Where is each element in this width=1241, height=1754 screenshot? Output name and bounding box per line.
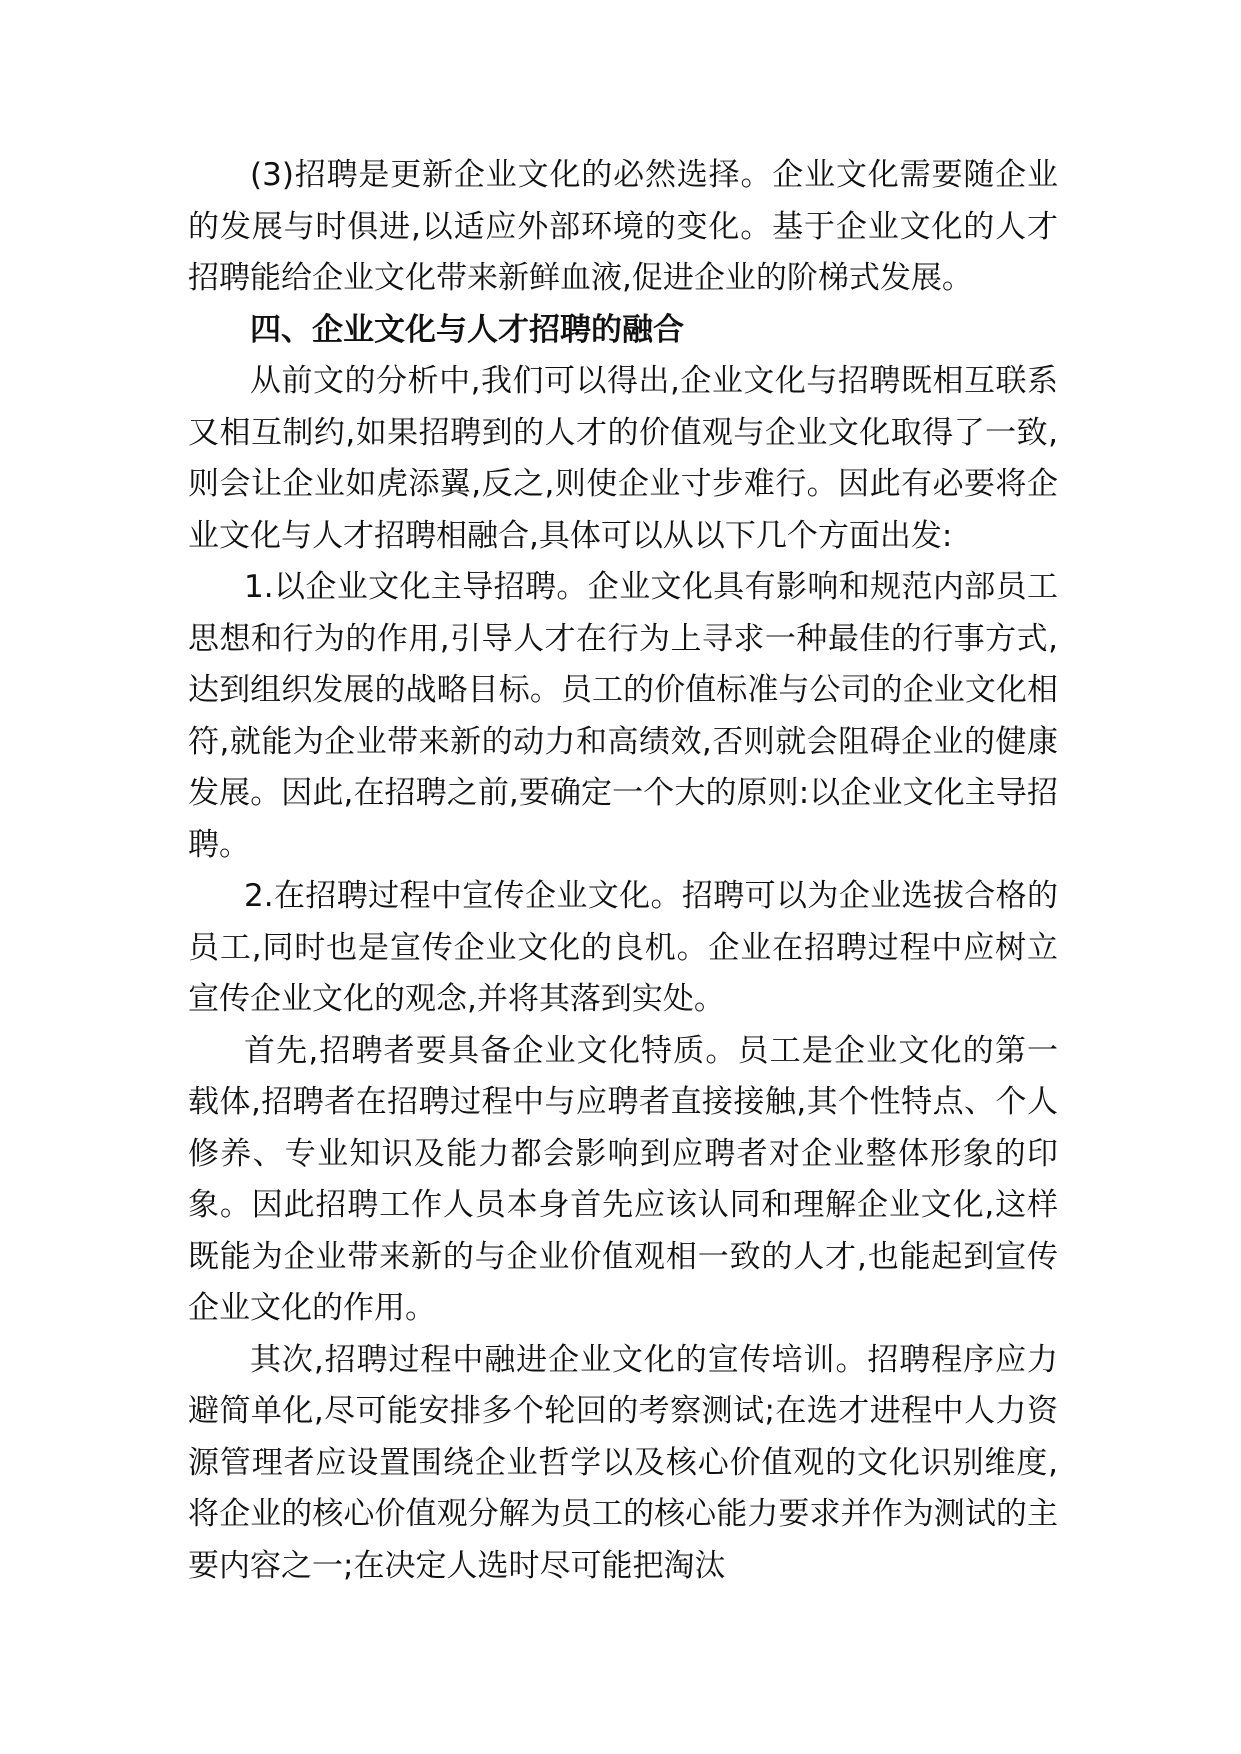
paragraph-first: 首先,招聘者要具备企业文化特质。员工是企业文化的第一载体,招聘者在招聘过程中与应聘者直接接触,其个性特点、个人修养、专业知识及能力都会影响到应聘者对企业整体形象的印象。因此招聘工作人员本身首先应该认同和理解企业文化,这样既能为企业带来新的与企业价值观相一致的人才,也能起到宣传企业文化的作用。 xyxy=(188,1032,1058,1326)
paragraph-point-1: 1.以企业文化主导招聘。企业文化具有影响和规范内部员工思想和行为的作用,引导人才在行为上寻求一种最佳的行事方式,达到组织发展的战略目标。员工的价值标准与公司的企业文化相符,就能为企业带来新的动力和高绩效,否则就会阻碍企业的健康发展。因此,在招聘之前,要确定一个大的原则:以企业文化主导招聘。 xyxy=(188,569,1058,863)
paragraph-integration-intro: 从前文的分析中,我们可以得出,企业文化与招聘既相互联系又相互制约,如果招聘到的人才的价值观与企业文化取得了一致,则会让企业如虎添翼,反之,则使企业寸步难行。因此有必要将企业文化与人才招聘相融合,具体可以从以下几个方面出发: xyxy=(188,363,1058,554)
paragraph-point-2: 2.在招聘过程中宣传企业文化。招聘可以为企业选拔合格的员工,同时也是宣传企业文化的良机。企业在招聘过程中应树立宣传企业文化的观念,并将其落到实处。 xyxy=(188,878,1058,1017)
paragraph-recruitment-renewal: (3)招聘是更新企业文化的必然选择。企业文化需要随企业的发展与时俱进,以适应外部环境的变化。基于企业文化的人才招聘能给企业文化带来新鲜血液,促进企业的阶梯式发展。 xyxy=(188,157,1058,296)
paragraph-second: 其次,招聘过程中融进企业文化的宣传培训。招聘程序应力避简单化,尽可能安排多个轮回的考察测试;在选才进程中人力资源管理者应设置围绕企业哲学以及核心价值观的文化识别维度,将企业的核心价值观分解为员工的核心能力要求并作为测试的主要内容之一;在决定人选时尽可能把淘汰 xyxy=(188,1341,1058,1584)
document-body xyxy=(188,150,1058,1592)
section-heading: 四、企业文化与人才招聘的融合 xyxy=(250,311,684,348)
